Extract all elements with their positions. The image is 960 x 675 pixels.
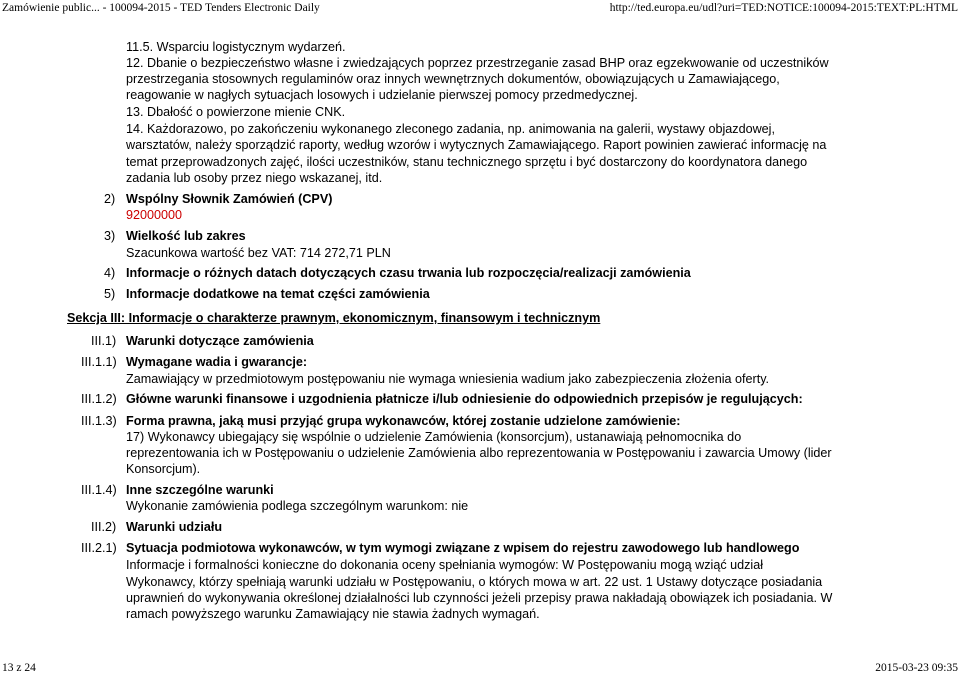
list-line: 12. Dbanie o bezpieczeństwo własne i zwiedzających poprzez przestrzeganie zasad BHP oraz egzekwowanie od uczestników [126, 56, 829, 70]
personal-situation-line: uprawnień do wykonywania określonej działalności lub czynności jeżeli przepisy prawa nakładają obowiązek ich posiadania. W [126, 591, 833, 605]
section-title-deposits: Wymagane wadia i gwarancje: [126, 355, 308, 369]
section-number: III.2.1) [81, 541, 117, 555]
legal-form-line: reprezentowania ich w Postępowaniu o udzielenie Zamówienia albo reprezentowania w Postępowaniu i zawarcia Umowy (lider [126, 446, 832, 460]
page-counter: 13 z 24 [2, 662, 36, 674]
legal-form-line: Konsorcjum). [126, 462, 201, 476]
special-conditions-text: Wykonanie zamówienia podlega szczególnym warunkom: nie [126, 499, 469, 513]
section-title-legal-form: Forma prawna, jaką musi przyjąć grupa wykonawców, której zostanie udzielone zamówienie: [126, 414, 681, 428]
section-title-dates: Informacje o różnych datach dotyczących czasu trwania lub rozpoczęcia/realizacji zamówienia [126, 266, 691, 280]
section-number: III.1.3) [81, 414, 117, 428]
personal-situation-line: ramach powyższego warunku Zamawiający nie stawia żadnych wymagań. [126, 607, 540, 621]
list-line: 14. Każdorazowo, po zakończeniu wykonanego zleconego zadania, np. animowania na galerii, wystawy objazdowej, [126, 122, 775, 136]
section-number: III.1.2) [81, 392, 117, 406]
page-url-header: http://ted.europa.eu/udl?uri=TED:NOTICE:100094-2015:TEXT:PL:HTML [609, 2, 958, 14]
section-number: III.1) [91, 334, 117, 348]
list-line: reagowanie w nagłych sytuacjach losowych i udzielanie pierwszej pomocy przedmedycznej. [126, 88, 638, 102]
list-line: zadania lub osoby przez niego wskazanej, itd. [126, 171, 383, 185]
section-number: 5) [104, 287, 116, 301]
browser-print-footer [0, 661, 960, 675]
section-title-conditions: Warunki dotyczące zamówienia [126, 334, 314, 348]
personal-situation-line: Informacje i formalności konieczne do dokonania oceny spełniania wymogów: W Postępowaniu mogą wziąć udział [126, 558, 764, 572]
list-line: warsztatów, należy sporządzić raporty, według wzorów i wytycznych Zamawiającego. Raport powinien zawierać informację na [126, 138, 827, 152]
section-iii-heading: Sekcja III: Informacje o charakterze prawnym, ekonomicznym, finansowym i technicznym [67, 311, 601, 325]
section-number: III.2) [91, 520, 117, 534]
section-title-cpv: Wspólny Słownik Zamówień (CPV) [126, 192, 333, 206]
section-title-special-conditions: Inne szczególne warunki [126, 483, 274, 497]
section-title-personal-situation: Sytuacja podmiotowa wykonawców, w tym wymogi związane z wpisem do rejestru zawodowego lub handlowego [126, 541, 800, 555]
list-line: 11.5. Wsparciu logistycznym wydarzeń. [126, 40, 346, 54]
cpv-code: 92000000 [126, 208, 183, 222]
section-title-additional: Informacje dodatkowe na temat części zamówienia [126, 287, 430, 301]
section-number: 3) [104, 229, 116, 243]
deposits-text: Zamawiający w przedmiotowym postępowaniu nie wymaga wniesienia wadium jako zabezpieczenia złożenia oferty. [126, 372, 770, 386]
section-title-financial: Główne warunki finansowe i uzgodnienia płatnicze i/lub odniesienie do odpowiednich przepisów je regulujących: [126, 392, 803, 406]
section-number: 4) [104, 266, 116, 280]
page-title-header: Zamówienie public... - 100094-2015 - TED Tenders Electronic Daily [2, 2, 320, 14]
section-number: III.1.1) [81, 355, 117, 369]
list-line: temat przeprowadzonych zajęć, ilości uczestników, stanu technicznego sprzętu i być dostarczony do koordynatora danego [126, 155, 808, 169]
personal-situation-line: Wykonawcy, którzy spełniają warunki udziału w Postępowaniu, o których mowa w art. 22 ust. 1 Ustawy dotyczące posiadania [126, 575, 823, 589]
section-number: III.1.4) [81, 483, 117, 497]
legal-form-line: 17) Wykonawcy ubiegający się wspólnie o udzielenie Zamówienia (konsorcjum), ustanawiają pełnomocnika do [126, 430, 742, 444]
print-timestamp: 2015-03-23 09:35 [875, 662, 958, 674]
list-line: 13. Dbałość o powierzone mienie CNK. [126, 105, 346, 119]
section-title-scope: Wielkość lub zakres [126, 229, 246, 243]
list-line: przestrzegania stosownych regulaminów oraz innych wewnętrznych dokumentów, obowiązujących u Zamawiającego, [126, 72, 780, 86]
section-number: 2) [104, 192, 116, 206]
estimated-value: Szacunkowa wartość bez VAT: 714 272,71 PLN [126, 246, 391, 260]
section-title-participation: Warunki udziału [126, 520, 223, 534]
